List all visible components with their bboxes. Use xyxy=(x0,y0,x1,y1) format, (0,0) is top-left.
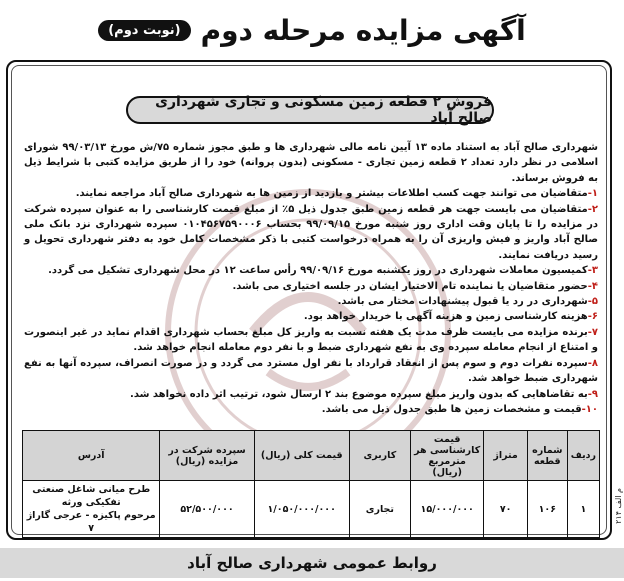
col-header-address: آدرس xyxy=(23,431,160,481)
cell-unit-price xyxy=(411,538,484,541)
address-line: مرحوم پاکیزه - عرجی گاراژ ۷ xyxy=(26,510,156,534)
condition-item: ۹-به تقاضاهایی که بدون واریز مبلغ سپرده موضوع بند ۲ ارسال شود، ترتیب اثر داده نخواهد شد. xyxy=(130,388,598,400)
cell-usage: تجاری xyxy=(349,481,410,538)
cell-total: ۱/۰۵۰/۰۰۰/۰۰۰ xyxy=(254,481,349,538)
cell-row xyxy=(567,538,599,541)
intro-paragraph: شهرداری صالح آباد به استناد ماده ۱۳ آیین نامه مالی شهرداری ها و طبق مجوز شماره ۷۵/ش مورخ ۹۹/۰۳/۱۳ شورای اسلامی در نظر دارد تعداد ۲ قطعه زمین تجاری - مسکونی (بدون پروانه) خود را از طریق مزایده کتبی با شرایط ذیل به فروش برساند. xyxy=(24,142,599,184)
table-header-row xyxy=(23,431,600,481)
cell-total xyxy=(254,538,349,541)
condition-item: ۲-متقاضیان می بایست جهت هر قطعه زمین طبق جدول ذیل ۵٪ از مبلغ قیمت کارشناسی را به عنوان سپرده شرکت در مزایده را تا پایان وقت اداری روز شنبه مورخ ۹۹/۰۹/۱۵ بحساب ۰۱۰۴۵۶۷۵۹۰۰۰۶ سپرده شهرداری نزد بانک ملی صالح آباد واریز و فیش واریزی آن را به همراه درخواست کتبی با ذکر مشخصات کامل خود به دفتر شهرداری تحویل و رسید دریافت نمایند. xyxy=(24,203,599,261)
cell-area: ۷۰ xyxy=(484,481,528,538)
cell-row: ۱ xyxy=(567,481,599,538)
condition-item: ۱۰-قیمت و مشخصات زمین ها طبق جدول ذیل می باشد. xyxy=(321,403,598,415)
cell-usage xyxy=(349,538,410,541)
col-header-row: ردیف xyxy=(567,431,599,481)
col-header-usage: کاربری xyxy=(349,431,410,481)
condition-item: ۴-حضور متقاضیان یا نماینده تام الاختیار ایشان در جلسه اختیاری می باشد. xyxy=(232,280,598,292)
col-header-deposit: سپرده شرکت در مزایده (ریال) xyxy=(160,431,254,481)
condition-item: ۶-هزینه کارشناسی زمین و هزینه آگهی با خریدار خواهد بود. xyxy=(303,311,598,323)
announcement-body xyxy=(24,140,598,417)
cell-address xyxy=(23,481,160,538)
col-header-total: قیمت کلی (ریال) xyxy=(254,431,349,481)
condition-item: ۱-متقاضیان می توانند جهت کسب اطلاعات بیشتر و بازدید از زمین ها به شهرداری صالح آباد مراجعه نمایند. xyxy=(75,188,598,200)
cell-deposit xyxy=(160,538,254,541)
col-header-area: متراژ xyxy=(484,431,528,481)
cell-address xyxy=(23,538,160,541)
address-line: طرح میانی شاغل صنعتی تفکیکی ورثه xyxy=(32,484,151,508)
land-plots-table xyxy=(22,430,600,540)
cell-unit-price: ۱۵/۰۰۰/۰۰۰ xyxy=(411,481,484,538)
announcement-header xyxy=(0,4,624,56)
condition-item: ۷-برنده مزایده می بایست ظرف مدت یک هفته نسبت به واریز کل مبلغ بحساب شهرداری اقدام نماید در غیر اینصورت و امتناع از انجام معامله سپرده وی به نفع شهرداری ضبط و با نفر دوم معامله انجام خواهد شد. xyxy=(24,326,598,354)
cell-deposit: ۵۲/۵۰۰/۰۰۰ xyxy=(160,481,254,538)
condition-item: ۵-شهرداری در رد یا قبول پیشنهادات مختار می باشد. xyxy=(337,296,598,308)
page-title: آگهی مزایده مرحله دوم xyxy=(200,13,526,47)
table-row xyxy=(23,538,600,541)
announcement-frame xyxy=(6,60,612,540)
table-row xyxy=(23,481,600,538)
cell-plot xyxy=(527,538,567,541)
col-header-plot: شماره قطعه xyxy=(527,431,567,481)
col-header-unit-price: قیمت کارشناسی هر مترمربع (ریال) xyxy=(411,431,484,481)
condition-item: ۸-سپرده نفرات دوم و سوم پس از انعقاد قرارداد با نفر اول مسترد می گردد و در صورت انصراف، سپرده آنها به نفع شهرداری ضبط خواهد شد. xyxy=(24,357,598,385)
cell-plot: ۱۰۶ xyxy=(527,481,567,538)
cell-area xyxy=(484,538,528,541)
round-badge: (نوبت دوم) xyxy=(98,20,190,41)
announcement-subtitle: فروش ۲ قطعه زمین مسکونی و تجاری شهرداری صالح آباد xyxy=(126,96,494,124)
condition-item: ۳-کمیسیون معاملات شهرداری در روز یکشنبه مورخ ۹۹/۰۹/۱۶ رأس ساعت ۱۲ در محل شهرداری تشکیل می گردد. xyxy=(48,265,598,277)
public-relations-footer: روابط عمومی شهرداری صالح آباد xyxy=(0,548,624,578)
ad-code: م الف ۲۱۴ xyxy=(614,488,623,524)
